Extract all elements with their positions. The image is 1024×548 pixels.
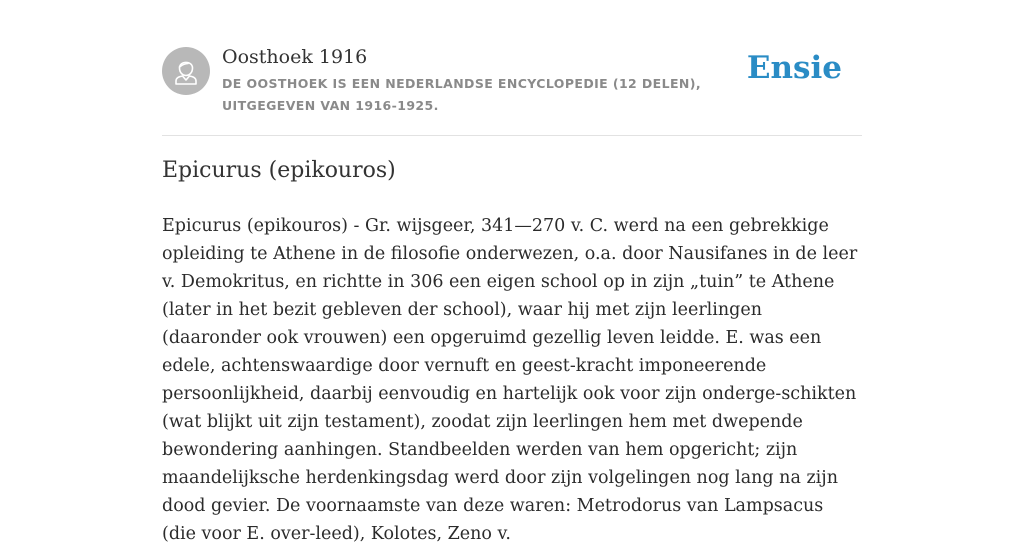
brand-logo[interactable]: Ensie xyxy=(746,50,842,86)
avatar[interactable] xyxy=(162,47,210,95)
source-header xyxy=(162,44,862,134)
header-divider xyxy=(162,135,862,136)
user-icon xyxy=(162,47,210,95)
source-title[interactable]: Oosthoek 1916 xyxy=(222,46,368,68)
article-body: Epicurus (epikouros) - Gr. wijsgeer, 341—270 v. C. werd na een gebrekkige opleiding te Athene in de filosofie onderwezen, o.a. door Nausifanes in de leer v. Demokritus, en richtte in 306 een eigen school op in zijn „tuin” te Athene (later in het bezit gebleven der school), waar hij met zijn leerlingen (daaronder ook vrouwen) een opgeruimd gezellig leven leidde. E. was een edele, achtenswaardige door vernuft en geest-kracht imponeerende persoonlijkheid, daarbij eenvoudig en hartelijk ook voor zijn onderge-schikten (wat blijkt uit zijn testament), zoodat zijn leerlingen hem met dwepende bewondering aanhingen. Standbeelden werden van hem opgericht; zijn maandelijksche herdenkingsdag werd door zijn volgelingen nog lang na zijn dood gevier. De voornaamste van deze waren: Metrodorus van Lampsacus (die voor E. over-leed), Kolotes, Zeno v. xyxy=(162,216,858,544)
article-title: Epicurus (epikouros) xyxy=(162,158,396,183)
source-description: DE OOSTHOEK IS EEN NEDERLANDSE ENCYCLOPEDIE (12 DELEN), UITGEGEVEN VAN 1916-1925. xyxy=(222,76,702,113)
